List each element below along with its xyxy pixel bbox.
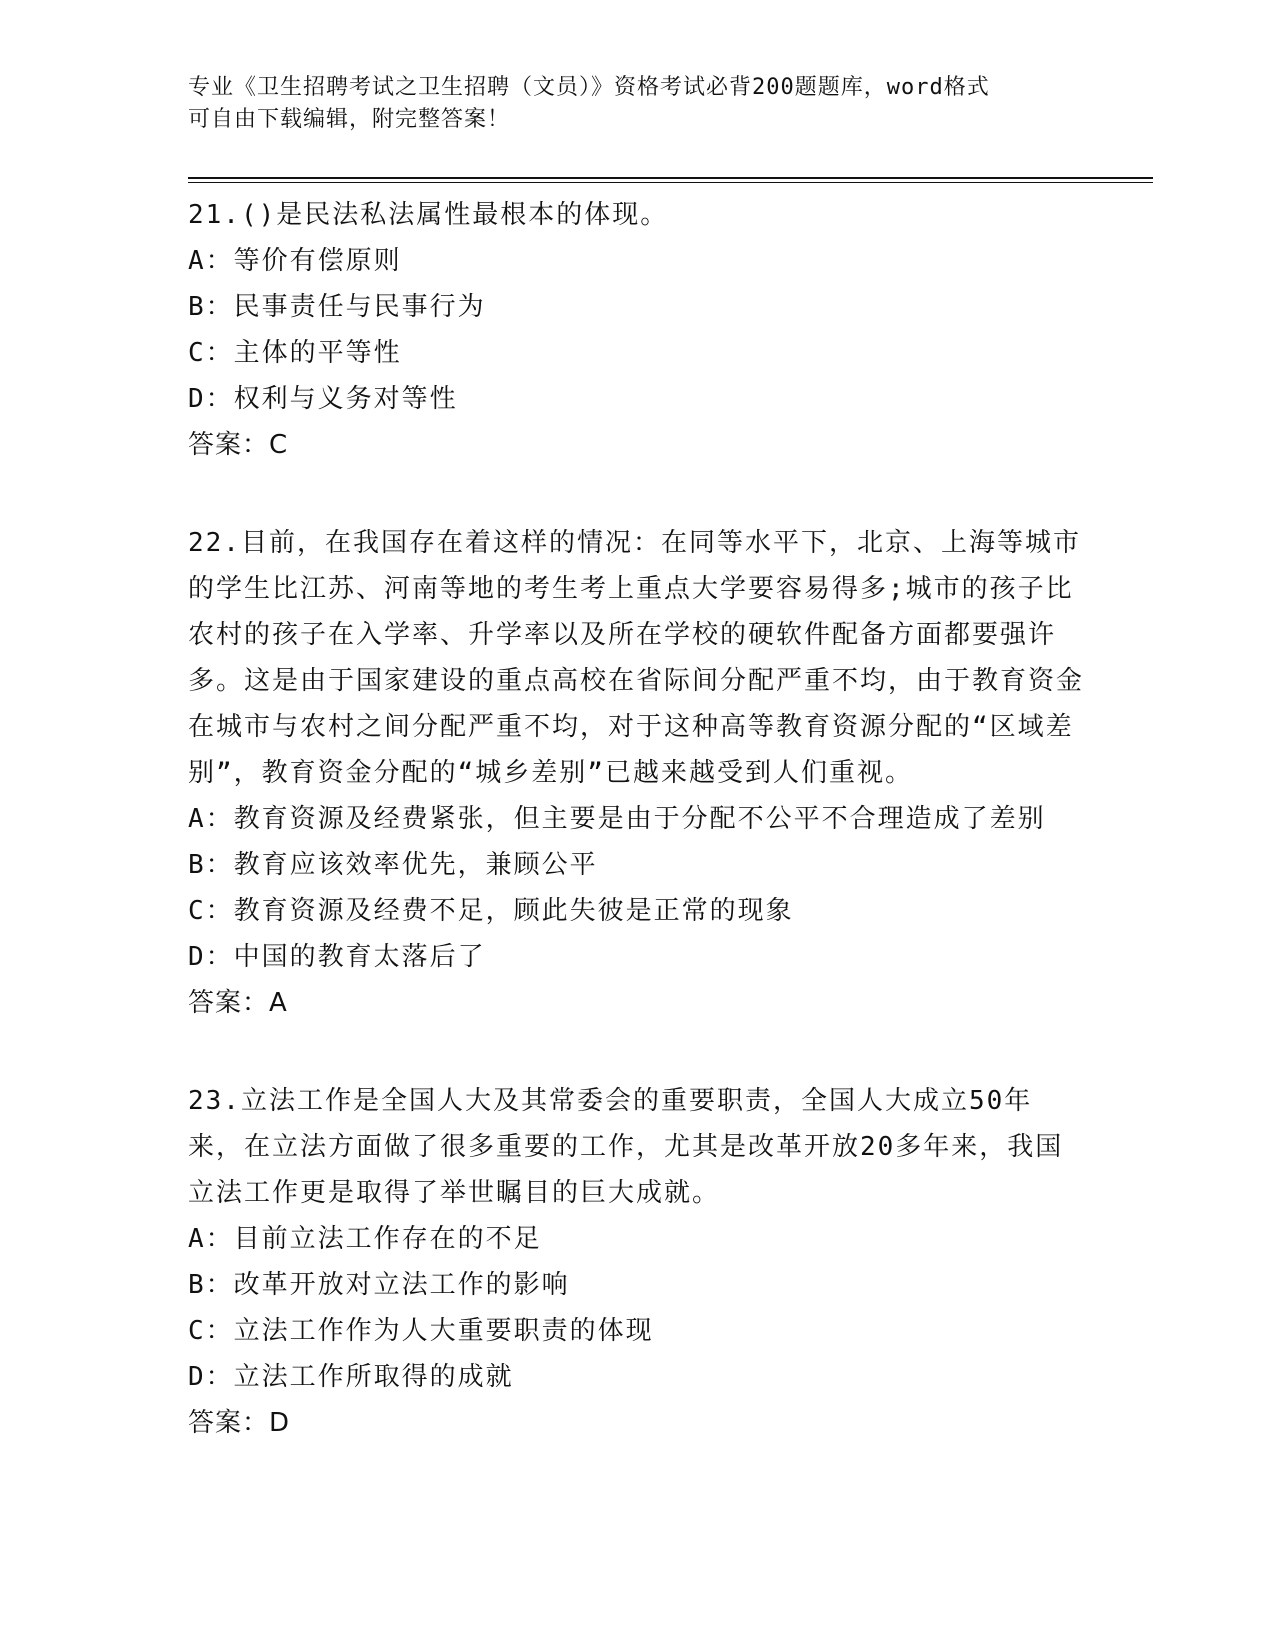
option-c: C：立法工作作为人大重要职责的体现 (188, 1316, 654, 1346)
question-stem: 21.()是民法私法属性最根本的体现。 (188, 200, 669, 230)
question-stem: 23.立法工作是全国人大及其常委会的重要职责，全国人大成立50年来，在立法方面做了很多重要的工作，尤其是改革开放20多年来，我国立法工作更是取得了举世瞩目的巨大成就。 (188, 1086, 1064, 1208)
option-d: D：中国的教育太落后了 (188, 942, 486, 972)
question-22 (188, 520, 1088, 1026)
header-line-1: 专业《卫生招聘考试之卫生招聘（文员）》资格考试必背200题题库，word格式 (188, 75, 990, 100)
question-23 (188, 1078, 1088, 1446)
header-rule-thick (188, 177, 1153, 179)
option-c: C：教育资源及经费不足，顾此失彼是正常的现象 (188, 896, 794, 926)
answer: 答案：C (188, 430, 289, 460)
header-line-2: 可自由下载编辑，附完整答案！ (188, 107, 511, 132)
option-d: D：立法工作所取得的成就 (188, 1362, 514, 1392)
option-c: C：主体的平等性 (188, 338, 402, 368)
header-rule-thin (188, 182, 1153, 183)
option-b: B：改革开放对立法工作的影响 (188, 1270, 570, 1300)
option-d: D：权利与义务对等性 (188, 384, 458, 414)
option-b: B：民事责任与民事行为 (188, 292, 486, 322)
answer: 答案：A (188, 988, 288, 1018)
option-a: A：目前立法工作存在的不足 (188, 1224, 542, 1254)
option-a: A：教育资源及经费紧张，但主要是由于分配不公平不合理造成了差别 (188, 804, 1046, 834)
question-21 (188, 192, 1088, 468)
option-b: B：教育应该效率优先，兼顾公平 (188, 850, 598, 880)
option-a: A：等价有偿原则 (188, 246, 402, 276)
question-stem: 22.目前，在我国存在着这样的情况：在同等水平下，北京、上海等城市的学生比江苏、河南等地的考生考上重点大学要容易得多;城市的孩子比农村的孩子在入学率、升学率以及所在学校的硬软件配备方面都要强许多。这是由于国家建设的重点高校在省际间分配严重不均，由于教育资金在城市与农村之间分配严重不均，对于这种高等教育资源分配的“区域差别”，教育资金分配的“城乡差别”已越来越受到人们重视。 (188, 528, 1085, 788)
question-list (188, 192, 1088, 1498)
answer: 答案：D (188, 1408, 291, 1438)
document-header (188, 72, 1088, 136)
